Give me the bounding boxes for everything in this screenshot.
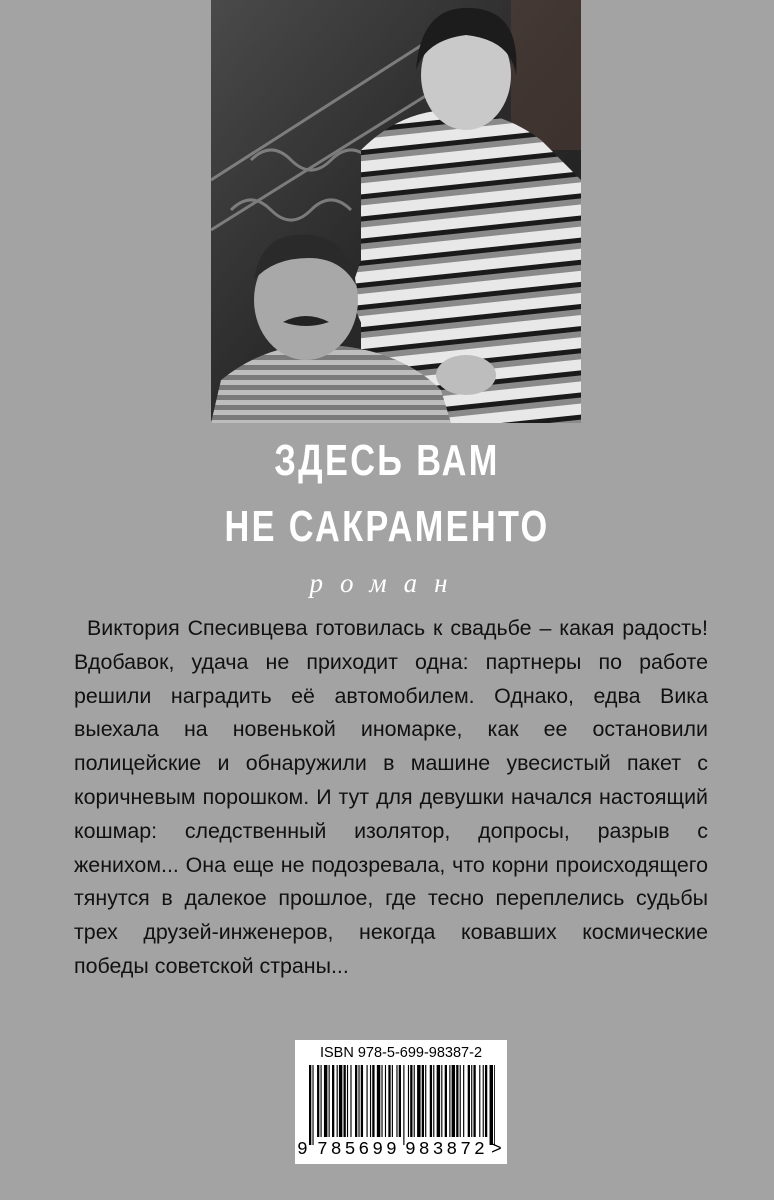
barcode-bar (367, 1065, 368, 1137)
barcode-bar (449, 1065, 450, 1137)
barcode-bar (408, 1065, 409, 1137)
barcode-bar (456, 1065, 458, 1137)
barcode-bar (437, 1065, 440, 1137)
barcode-bar (463, 1065, 464, 1137)
book-title-line-2: НЕ САКРАМЕНТО (224, 502, 550, 551)
barcode-bar (388, 1065, 390, 1137)
barcode-bar (403, 1065, 404, 1145)
barcode-bar (377, 1065, 380, 1137)
barcode-bar (425, 1065, 426, 1137)
barcode-bar (433, 1065, 434, 1137)
barcode-bar (347, 1065, 348, 1137)
barcode-bar (441, 1065, 442, 1137)
isbn-barcode (295, 1040, 507, 1164)
barcode-left-digits: 785699 (317, 1140, 400, 1160)
barcode-bar (370, 1065, 371, 1137)
barcode-bar (445, 1065, 447, 1137)
barcode-bar (344, 1065, 346, 1137)
barcode-bar (485, 1065, 487, 1137)
barcode-bar (324, 1065, 327, 1137)
barcode-bar (399, 1065, 401, 1137)
barcode-bar (490, 1065, 493, 1145)
barcode-bar (452, 1065, 455, 1137)
barcode-bar (332, 1065, 334, 1137)
barcode-bar (471, 1065, 472, 1137)
barcode-bars (309, 1065, 495, 1145)
barcode-bar (309, 1065, 311, 1145)
barcode-bar (392, 1065, 393, 1137)
barcode-bar (385, 1065, 386, 1137)
barcode-bar (396, 1065, 397, 1137)
author-photo-illustration (211, 0, 581, 423)
barcode-bar (430, 1065, 432, 1137)
book-blurb: Виктория Спесивцева готовилась к свадьбе – какая радость! Вдобавок, удача не приходит одна: партнеры по работе решили наградить её автомобилем. Однако, едва Вика выехала на новенькой иномарке, как ее остановили полицейские и обнаружили в машине увесистый пакет с коричневым порошком. И тут для девушки начался настоящий кошмар: следственный изолятор, допросы, разрыв с женихом... Она еще не подозревала, что корни происходящего тянутся в далекое прошлое, где тесно переплелись судьбы трех друзей-инженеров, некогда ковавших космические победы советской страны... (74, 616, 708, 978)
barcode-bar (460, 1065, 461, 1137)
barcode-bar (468, 1065, 470, 1137)
barcode-bar (329, 1065, 330, 1137)
barcode-bar (337, 1065, 338, 1137)
barcode-bar (422, 1065, 424, 1137)
barcode-bar (312, 1065, 313, 1145)
barcode-bar (350, 1065, 351, 1137)
barcode-right-digits: 983872 (405, 1140, 488, 1160)
barcode-bar (483, 1065, 484, 1137)
barcode-bar (339, 1065, 342, 1137)
barcode-bar (381, 1065, 382, 1137)
barcode-bar (417, 1065, 420, 1137)
barcode-bar (410, 1065, 412, 1137)
barcode-bar (372, 1065, 374, 1137)
author-photo (211, 0, 581, 423)
barcode-bar (494, 1065, 495, 1145)
isbn-number: ISBN 978-5-699-98387-2 (319, 1045, 483, 1061)
barcode-bar (317, 1065, 319, 1137)
barcode-bar (361, 1065, 363, 1137)
barcode-first-digit: 9 (297, 1140, 308, 1160)
barcode-bar (358, 1065, 359, 1137)
barcode-end-mark: > (491, 1140, 502, 1160)
barcode-bar (414, 1065, 415, 1137)
genre-label: роман (309, 568, 465, 598)
book-title-line-1: ЗДЕСЬ ВАМ (274, 436, 500, 485)
barcode-bar (321, 1065, 322, 1137)
barcode-bar (479, 1065, 480, 1137)
barcode-bar (473, 1065, 475, 1137)
barcode-bar (355, 1065, 357, 1137)
